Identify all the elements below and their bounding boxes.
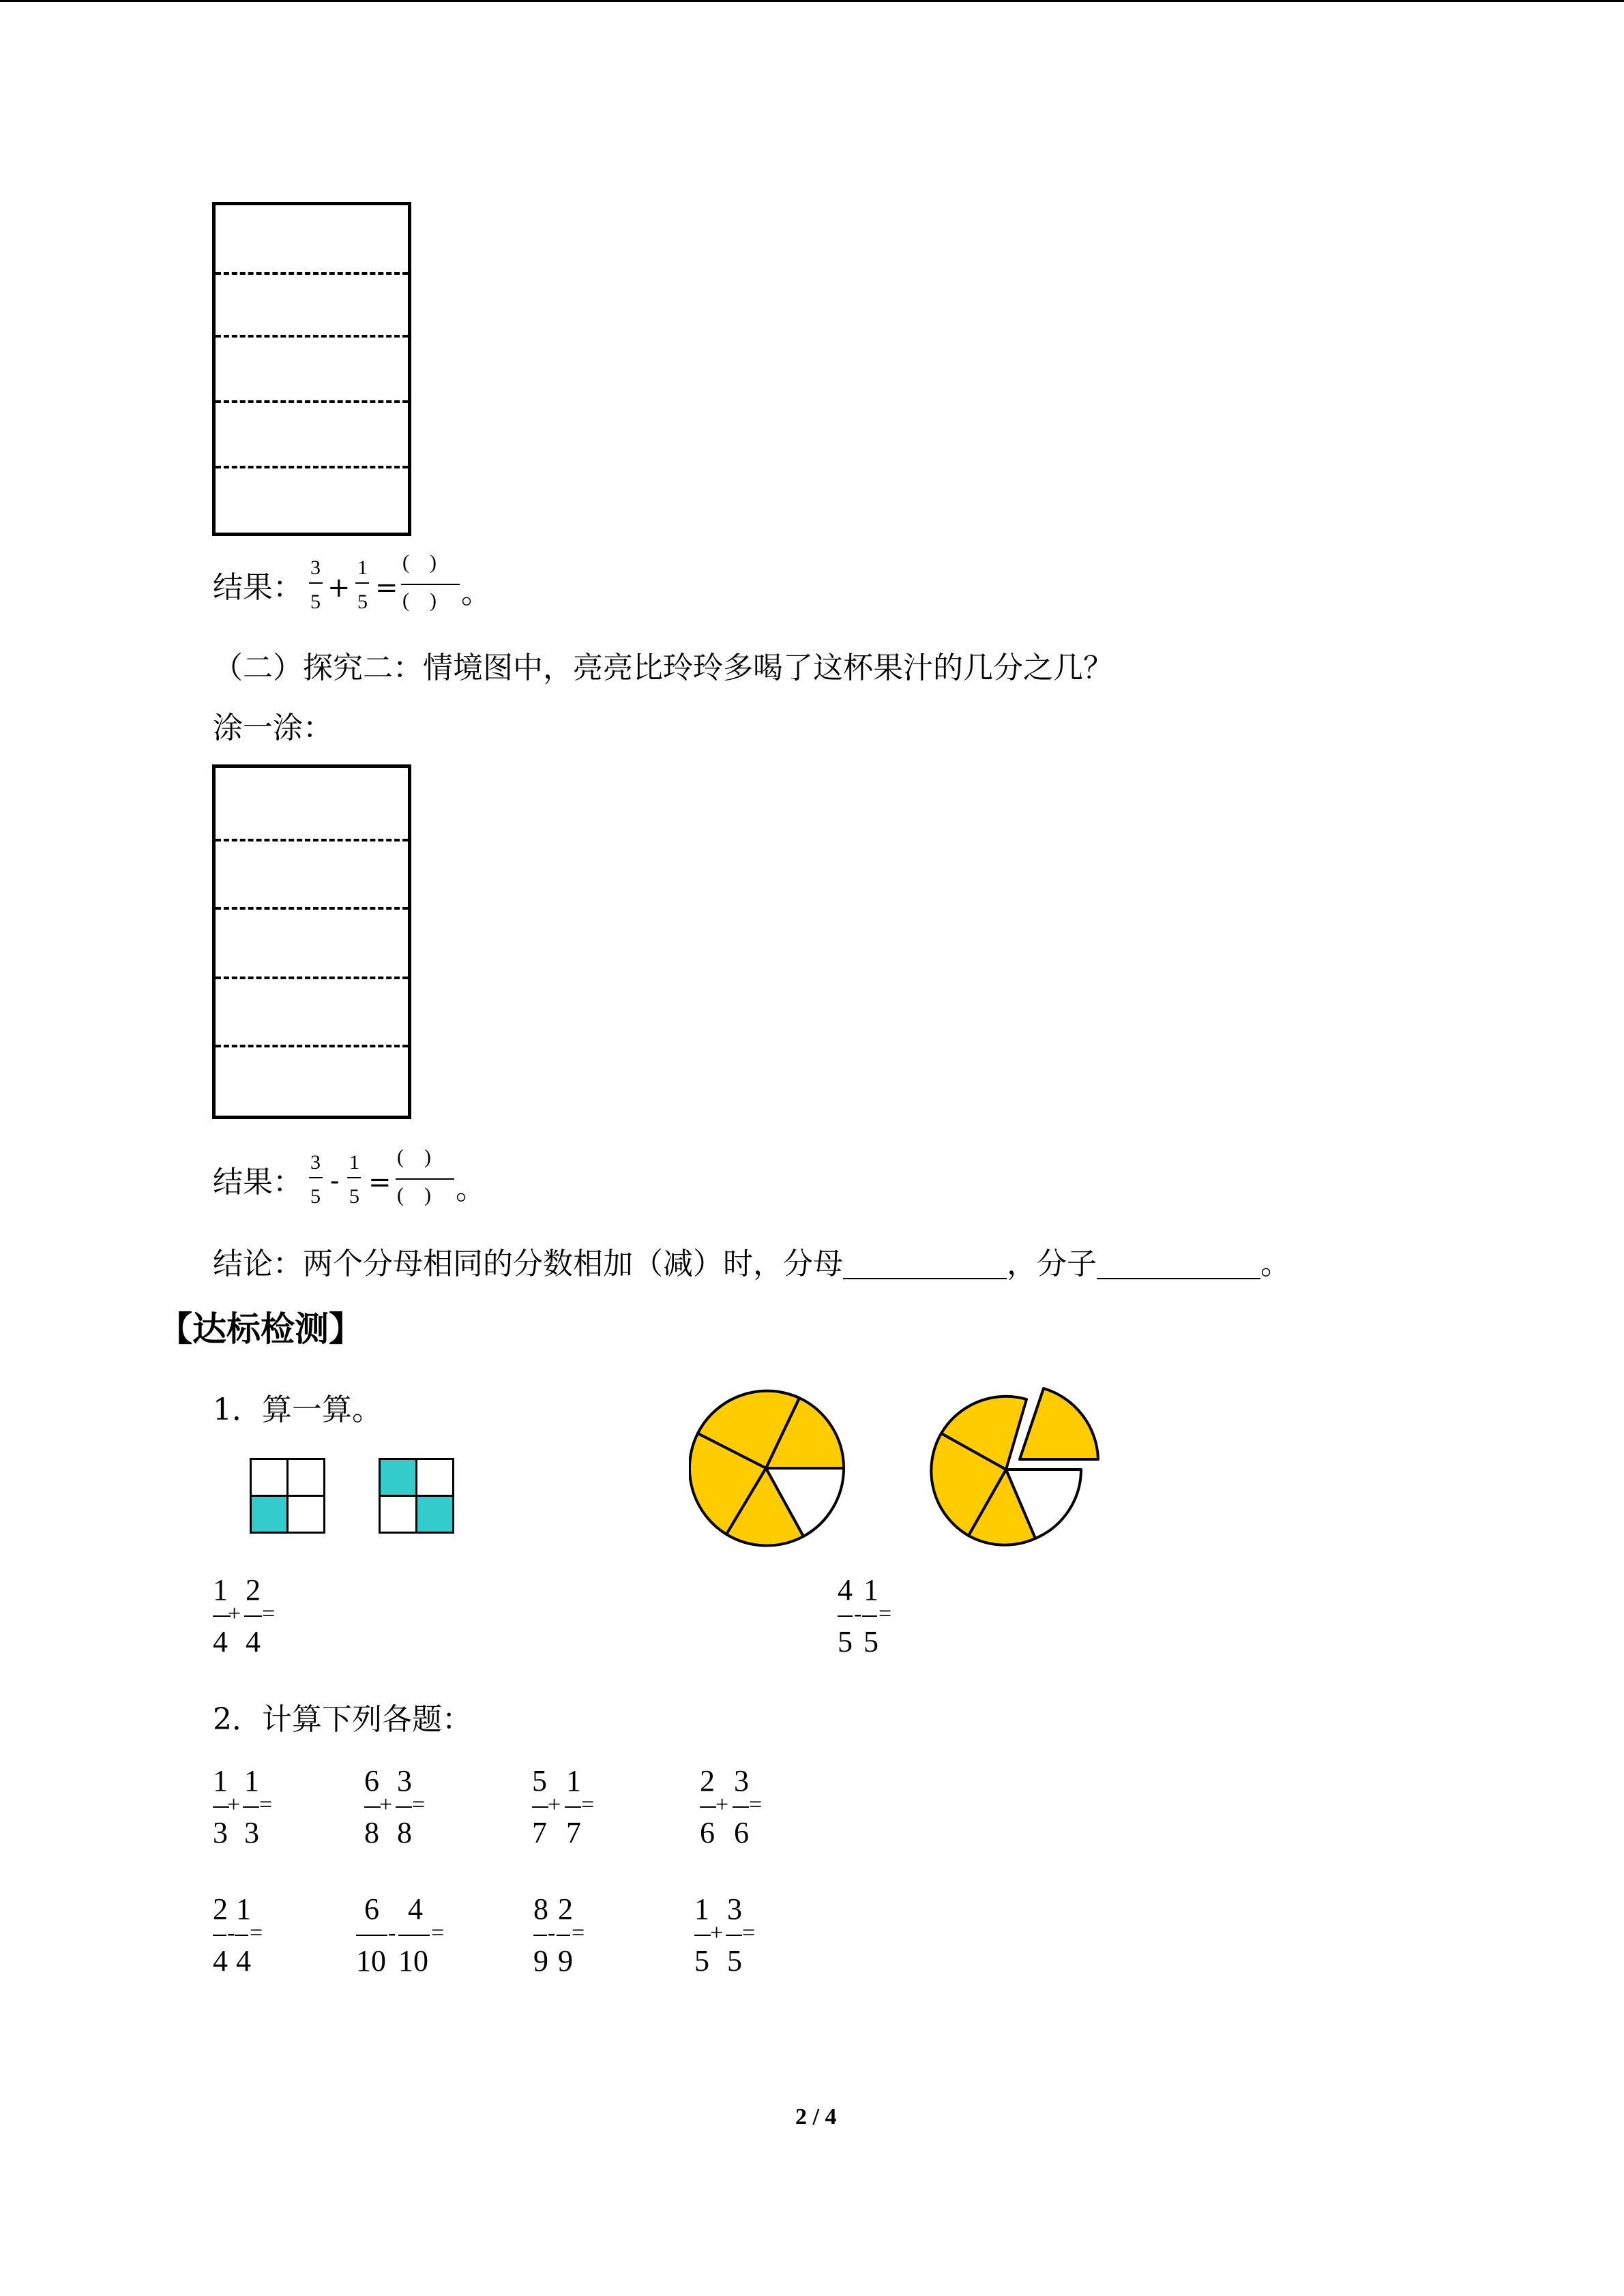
grid-cell-shaded [379,1458,417,1497]
minus-sign: - [854,1601,862,1626]
frac-den: 7 [532,1816,547,1849]
equals-sign: = [431,1920,445,1945]
strip-dash-line [216,839,408,841]
frac-num: 1 [349,1151,359,1174]
plus-sign: + [710,1920,724,1945]
result-label-2: 结果： [213,1165,303,1199]
strip-dash-line [216,907,408,910]
frac-den: 6 [734,1816,749,1849]
frac-bar [726,1935,742,1936]
pie-diagrams [689,1377,1125,1562]
frac-num: 1 [213,1764,228,1798]
plus-sign: + [715,1792,729,1817]
strip-diagram-2 [212,764,411,1119]
frac-num: 3 [310,556,321,579]
frac-num: 3 [727,1892,742,1926]
grid-cell [250,1458,289,1497]
frac-bar [243,1806,259,1808]
plus-sign: + [548,1792,561,1817]
frac-num: 1 [566,1764,581,1798]
pie-chart-2 [931,1388,1098,1545]
equals-sign: = [879,1601,892,1626]
frac-num: 3 [734,1764,749,1798]
conclusion-prefix: 结论：两个分母相同的分数相加（减）时，分母 [213,1247,843,1281]
numerator-blank[interactable] [1097,1248,1260,1279]
q1-title: 1．算一算。 [213,1392,382,1427]
result-label-1: 结果： [213,570,303,605]
explore2-instruction: 涂一涂： [213,711,333,745]
frac-bar [364,1806,381,1808]
frac-num: 8 [533,1892,548,1926]
frac-den: 3 [213,1816,228,1849]
frac-bar [213,1935,226,1936]
equals-sign: = [749,1792,763,1817]
frac-den: 9 [558,1944,573,1978]
equals-sign: = [375,572,398,603]
minus-sign: - [227,1920,235,1945]
frac-num: 3 [397,1764,412,1798]
equals-sign: = [581,1792,595,1817]
frac-num: 4 [408,1892,423,1926]
frac-den: 4 [213,1944,228,1978]
strip-diagram-1 [212,202,411,536]
frac-num: 6 [364,1892,379,1926]
grid-cell [379,1495,417,1534]
frac-den: 8 [364,1816,379,1849]
frac-den: 7 [566,1816,581,1849]
strip-dash-line [216,466,408,468]
frac-den: 5 [863,1625,879,1658]
grid-cell [415,1458,454,1497]
frac-bar [396,1178,454,1180]
frac-bar [356,1935,387,1936]
equals-sign: = [742,1920,756,1945]
frac-num: 1 [694,1892,709,1926]
answer-den-blank: ( ) [397,1184,431,1206]
plus-sign: + [228,1601,241,1626]
strip-dash-line [216,335,408,338]
frac-bar [532,1806,548,1808]
frac-den: 5 [694,1944,709,1978]
frac-den: 6 [700,1816,715,1849]
frac-num: 4 [838,1573,853,1607]
frac-num: 3 [310,1151,321,1174]
equals-sign: = [572,1920,585,1945]
q2-title: 2．计算下列各题： [213,1702,472,1737]
answer-den-blank: ( ) [402,589,437,612]
plus-sign: + [227,1792,241,1817]
frac-bar [533,1935,547,1936]
frac-bar [398,1935,430,1936]
frac-den: 10 [356,1944,386,1978]
minus-sign: - [548,1920,556,1945]
frac-bar [733,1806,749,1808]
grid-cell [286,1458,325,1497]
frac-den: 10 [398,1944,428,1978]
frac-bar [309,582,323,584]
minus-sign: - [388,1920,396,1945]
frac-num: 1 [863,1573,879,1607]
pie-chart-1 [690,1391,844,1546]
conclusion-middle: ，分子 [1007,1247,1097,1281]
frac-den: 8 [397,1816,412,1849]
plus-sign: + [379,1792,393,1817]
frac-num: 2 [558,1892,573,1926]
frac-den: 5 [349,1185,359,1208]
frac-num: 5 [532,1764,547,1798]
frac-bar [355,582,369,584]
frac-den: 5 [357,591,368,613]
period: 。 [461,576,491,610]
frac-bar [557,1935,570,1936]
equals-sign: = [412,1792,426,1817]
frac-den: 5 [310,1185,321,1208]
grid-cell [286,1495,325,1534]
frac-num: 1 [357,556,368,579]
frac-bar [244,1615,262,1617]
frac-den: 4 [246,1625,261,1658]
frac-den: 9 [533,1944,548,1978]
frac-num: 2 [246,1573,261,1607]
grid-cell-shaded [250,1495,289,1534]
frac-bar [347,1177,361,1178]
frac-bar [862,1615,877,1617]
frac-den: 3 [244,1816,259,1849]
strip-dash-line [216,272,408,275]
frac-bar [838,1615,853,1617]
equals-sign: = [262,1601,276,1626]
period: 。 [456,1172,486,1206]
frac-bar [309,1177,323,1178]
grid-cell-shaded [415,1495,454,1534]
equals-sign: = [368,1167,392,1198]
frac-num: 6 [364,1764,379,1798]
frac-num: 1 [236,1892,251,1926]
pie-slice-detached [1020,1388,1098,1459]
frac-bar [565,1806,581,1808]
answer-num-blank: ( ) [402,551,437,573]
equals-sign: = [250,1920,263,1945]
frac-num: 1 [213,1573,228,1607]
plus-sign: + [327,572,351,603]
strip-dash-line [216,976,408,979]
minus-sign: - [330,1165,340,1197]
frac-bar [401,584,460,585]
explore2-title: （二）探究二：情境图中，亮亮比玲玲多喝了这杯果汁的几分之几？ [213,651,1113,685]
denominator-blank[interactable] [843,1248,1007,1279]
frac-bar [235,1935,248,1936]
frac-num: 1 [244,1764,259,1798]
frac-bar [694,1935,711,1936]
strip-dash-line [216,1045,408,1047]
frac-num: 2 [213,1892,228,1926]
frac-bar [700,1806,716,1808]
strip-dash-line [216,400,408,403]
test-heading: 【达标检测】 [158,1309,363,1349]
conclusion-line [213,1248,1290,1279]
equals-sign: = [259,1792,273,1817]
frac-bar [396,1806,412,1808]
frac-den: 5 [310,591,321,613]
frac-num: 2 [700,1764,715,1798]
frac-den: 4 [236,1944,251,1978]
frac-den: 5 [727,1944,742,1978]
frac-den: 4 [213,1625,228,1658]
answer-num-blank: ( ) [397,1146,431,1168]
conclusion-end: 。 [1260,1247,1290,1281]
page-top-border [0,0,1624,2]
page-number: 2 / 4 [795,2104,837,2130]
frac-den: 5 [838,1625,853,1658]
